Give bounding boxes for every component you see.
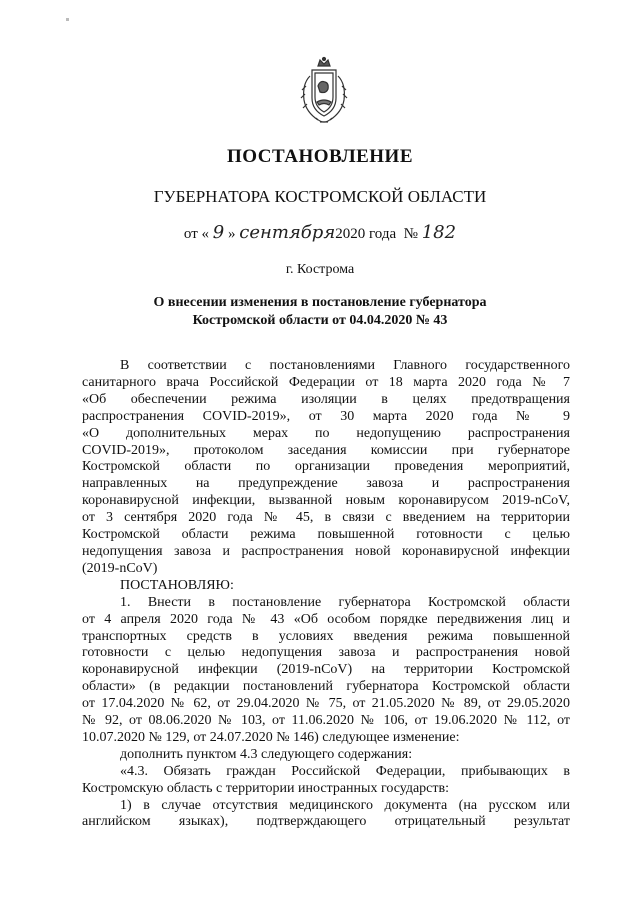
heading-line: О внесении изменения в постановление губернатора <box>153 295 487 310</box>
body-line: ПОСТАНОВЛЯЮ: <box>120 577 234 593</box>
document-heading <box>0 294 640 330</box>
date-close-quote: » <box>227 226 236 242</box>
body-line: «4.3. Обязать граждан Российской Федерации, прибывающих в <box>120 763 570 779</box>
city-line: г. Кострома <box>285 262 355 277</box>
body-line: «Об обеспечении режима изоляции в целях предотвращения <box>82 391 570 407</box>
body-line: направленных на предупреждение завоза и распространения <box>82 476 570 492</box>
body-line: 1) в случае отсутствия медицинского документа (на русском или <box>120 797 570 813</box>
body-line: «О дополнительных мерах по недопущению распространения <box>82 425 570 441</box>
scan-speck <box>66 18 69 21</box>
document-body <box>82 358 570 831</box>
body-line: транспортных средств в условиях введения режима повышенной <box>82 628 570 644</box>
body-line: от 3 сентября 2020 года № 45, в связи с введением на территории <box>82 510 570 526</box>
body-line: (2019-nCoV) <box>82 560 158 576</box>
body-line: В соответствии с постановлениями Главного государственного <box>120 358 570 373</box>
body-line: дополнить пунктом 4.3 следующего содержания: <box>120 746 413 762</box>
number-handwritten: 182 <box>421 222 457 243</box>
body-line: COVID-2019», протоколом заседания комиссии при губернаторе <box>82 442 570 458</box>
body-line: Костромской области по организации проведения мероприятий, <box>82 459 570 475</box>
date-number-line <box>0 222 640 243</box>
body-line: готовности с целью недопущения завоза и распространения новой <box>82 645 570 661</box>
body-line: Костромскую область с территории иностранных государств: <box>82 780 450 796</box>
date-prefix: от « <box>183 226 210 242</box>
body-line: 1. Внести в постановление губернатора Костромской области <box>120 594 570 610</box>
body-line: области» (в редакции постановлений губернатора Костромской области <box>82 679 570 695</box>
date-year: 2020 года <box>335 226 397 242</box>
date-day-handwritten: 9 <box>212 222 225 243</box>
document-title: ПОСТАНОВЛЕНИЕ <box>226 146 414 167</box>
heading-line: Костромской области от 04.04.2020 № 43 <box>192 313 448 328</box>
date-month-handwritten: сентября <box>239 222 336 243</box>
body-line: от 4 апреля 2020 года № 43 «Об особом порядке передвижения лиц и <box>82 611 570 627</box>
body-line: распространения COVID-2019», от 30 марта 2020 года № 9 <box>82 408 570 424</box>
number-label: № <box>403 226 418 242</box>
body-line: коронавирусной инфекции, вызванной новым коронавирусом 2019-nCoV, <box>82 493 570 509</box>
body-line: санитарного врача Российской Федерации от 18 марта 2020 года № 7 <box>82 374 570 390</box>
coat-of-arms-emblem <box>298 56 350 128</box>
body-line: от 17.04.2020 № 62, от 29.04.2020 № 75, от 21.05.2020 № 89, от 29.05.2020 <box>82 696 570 712</box>
body-line: коронавирусной инфекции (2019-nCoV) на территории Костромской <box>82 662 570 678</box>
issuer-subtitle: ГУБЕРНАТОРА КОСТРОМСКОЙ ОБЛАСТИ <box>153 187 487 206</box>
body-line: Костромской области режима повышенной готовности с целью <box>82 527 570 543</box>
body-line: недопущения завоза и распространения новой коронавирусной инфекции <box>82 543 570 559</box>
body-line: 10.07.2020 № 129, от 24.07.2020 № 146) следующее изменение: <box>82 729 460 745</box>
body-line: английском языках), подтверждающего отрицательный результат <box>82 814 570 830</box>
body-line: № 92, от 08.06.2020 № 103, от 11.06.2020 № 106, от 19.06.2020 № 112, от <box>82 713 570 729</box>
